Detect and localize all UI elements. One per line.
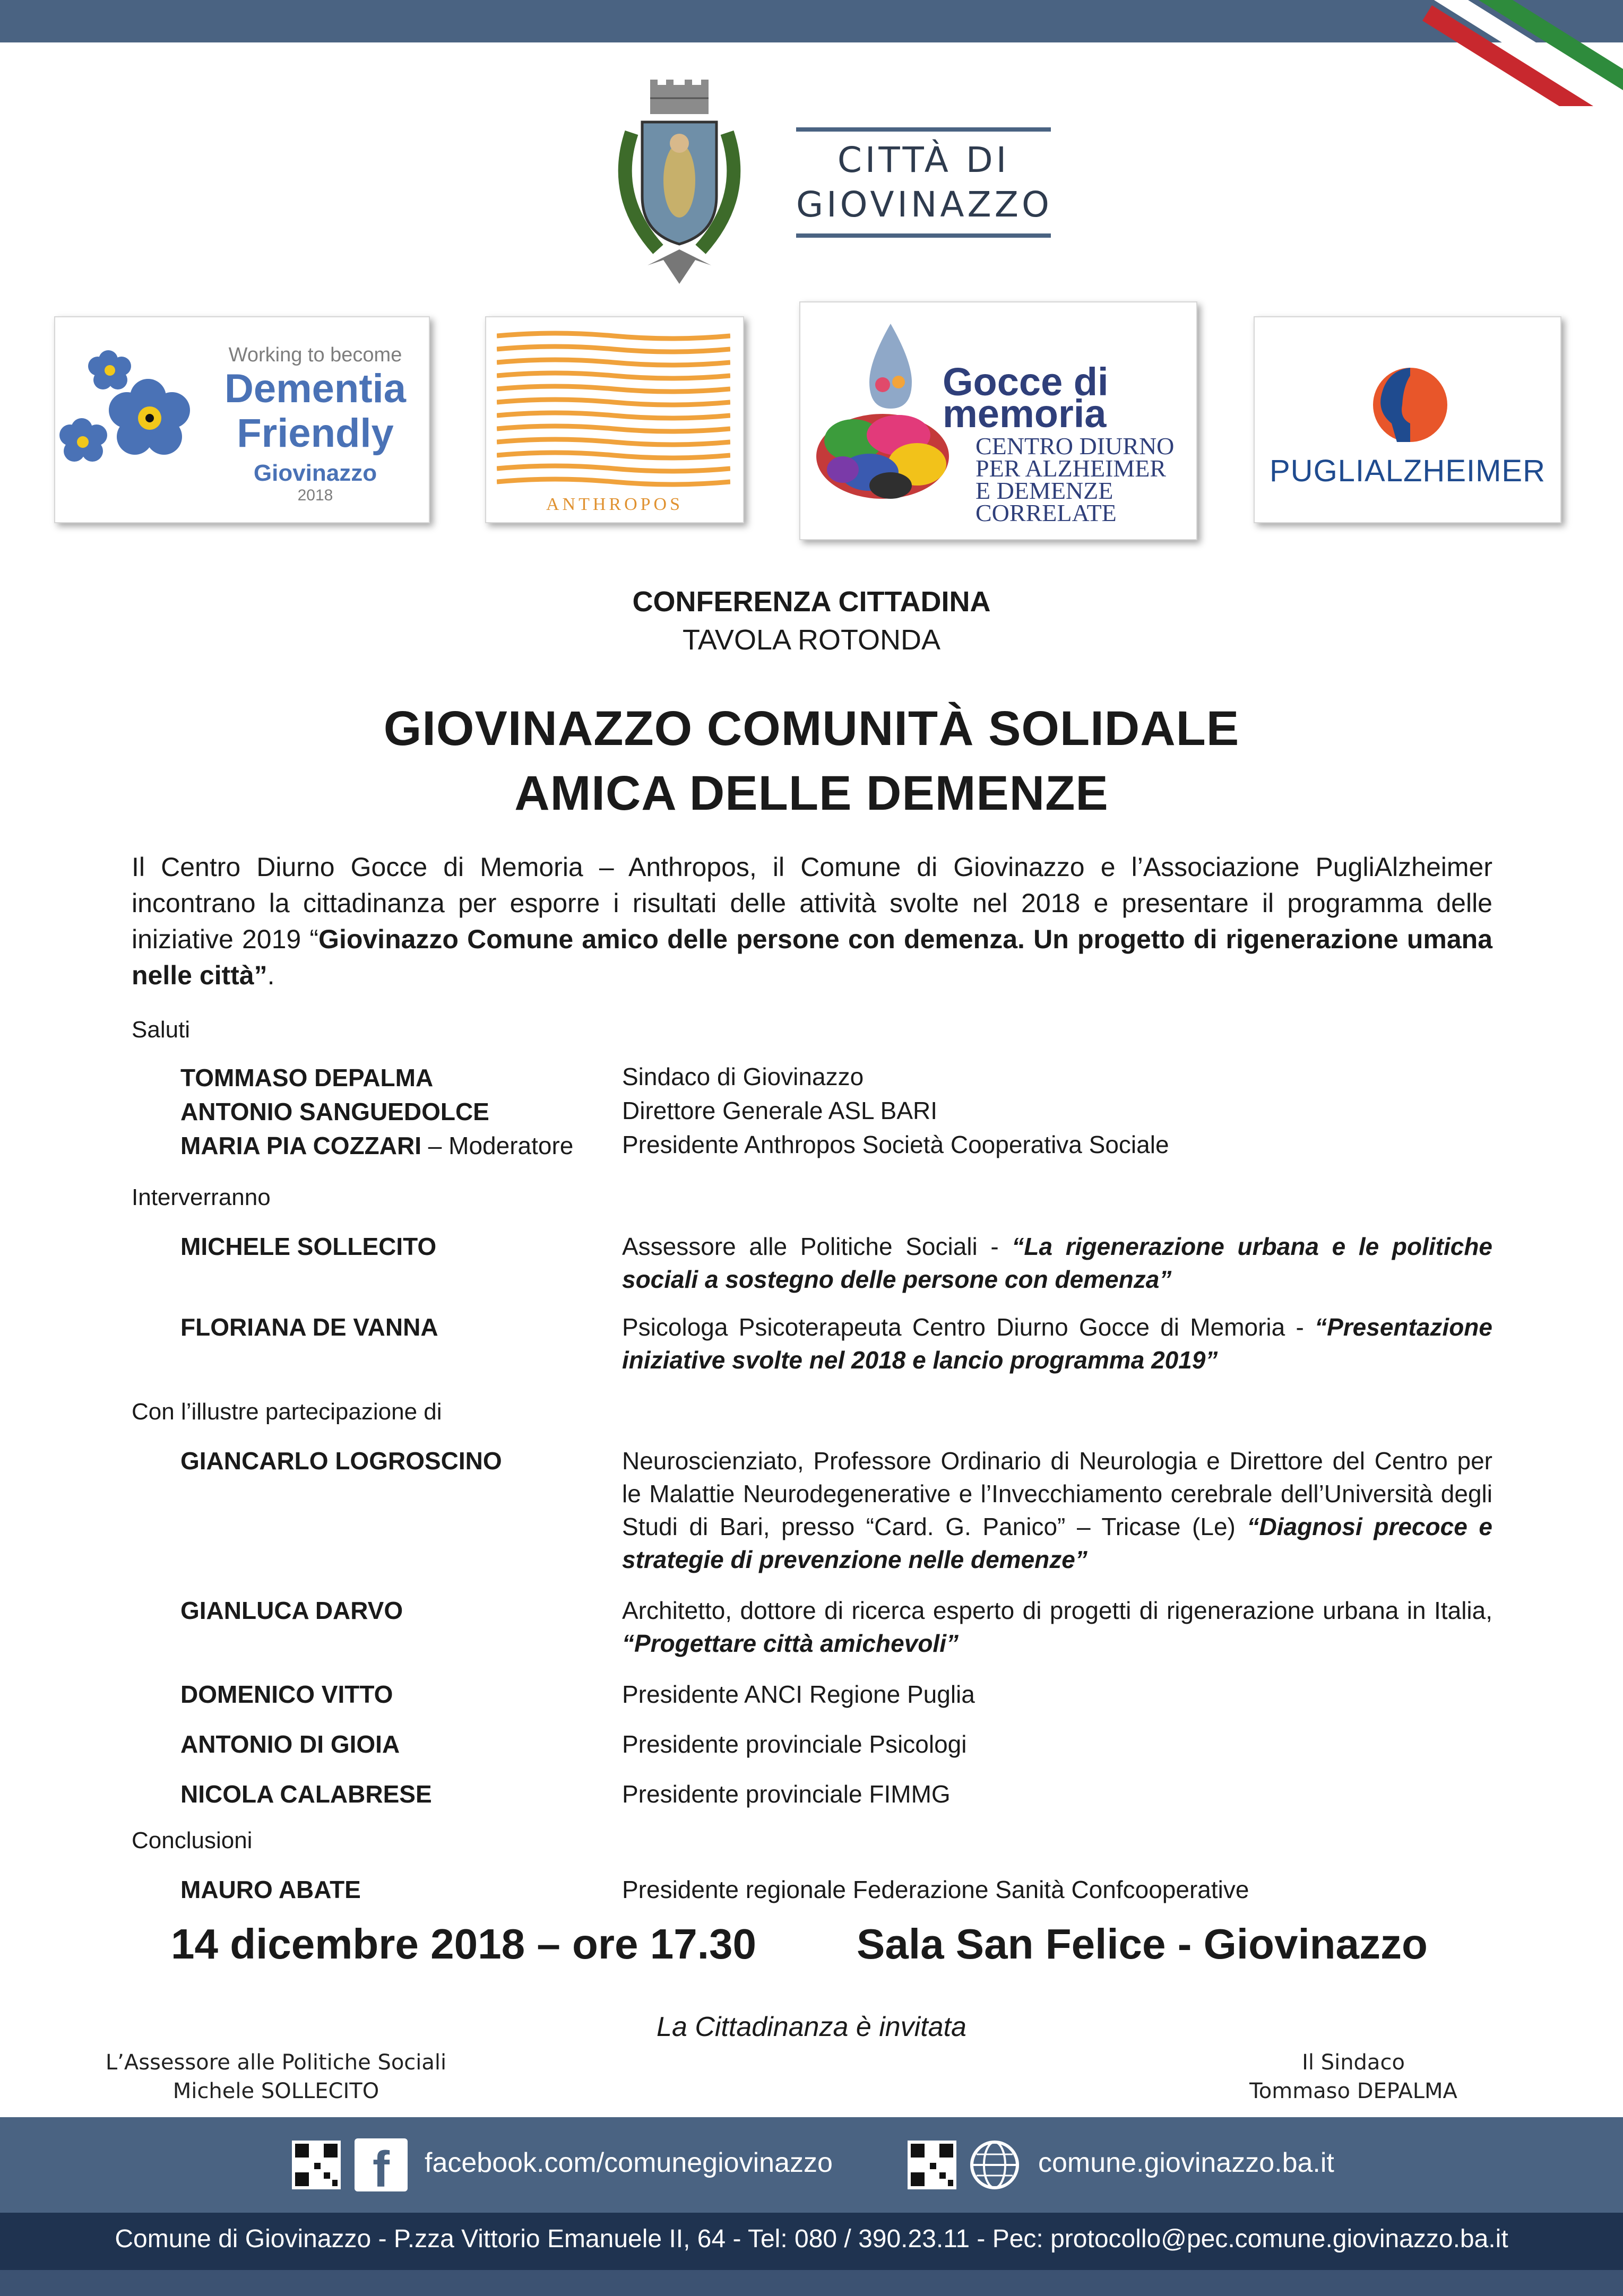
section-conclusioni: Conclusioni [132,1827,253,1853]
speaker-name: GIANLUCA DARVO [180,1597,403,1624]
speaker-role: Psicologa Psicoterapeuta Centro Diurno Gocce di Memoria - “Presentazione iniziative svolte nel 2018 e lancio programma 2019” [622,1313,1492,1374]
speaker-suffix: – Moderatore [421,1132,574,1159]
gocce-sub-1: CENTRO DIURNO [975,432,1175,460]
facebook-icon[interactable]: f [355,2138,408,2191]
speaker-role: Presidente regionale Federazione Sanità Confcooperative [622,1876,1249,1903]
speaker-role: Presidente ANCI Regione Puglia [622,1680,975,1708]
globe-icon [969,2139,1020,2190]
signature-name: Michele SOLLECITO [172,2079,379,2103]
divider [796,233,1051,238]
event-title-line1: GIOVINAZZO COMUNITÀ SOLIDALE [383,701,1240,756]
facebook-link[interactable]: facebook.com/comunegiovinazzo [425,2147,833,2178]
signature-assessore [80,2048,472,2106]
talk-title: “Diagnosi precoce e strategie di prevenzione nelle demenze” [622,1513,1492,1573]
speaker-name: MARIA PIA COZZARI [180,1132,422,1159]
intro-text: Il Centro Diurno Gocce di Memoria – Anthropos, il Comune di Giovinazzo e l’Associazione PugliAlzheimer incontrano la cittadinanza per esporre i risultati delle attività svolte nel 2018 e presentare il programma delle iniziative 2019 “ [132,852,1492,954]
talk-title: “Progettare città amichevoli” [622,1630,959,1657]
speaker-role: Neuroscienziato, Professore Ordinario di Neurologia e Direttore del Centro per le Malattie Neurodegenerative e l’Invecchiamento cerebrale dell’Università degli Studi di Bari, presso “Card. G. Panico” – Tricase (Le) “Diagnosi precoce e strategie di prevenzione nelle demenze” [622,1447,1492,1573]
gocce-sub-4: CORRELATE [975,499,1117,526]
footer-contact-band [0,2213,1623,2270]
event-date-time: 14 dicembre 2018 – ore 17.30 [171,1920,756,1968]
footer-bottom-stripe [0,2270,1623,2296]
dementia-logo-year: 2018 [297,487,333,504]
signature-title: L’Assessore alle Politiche Sociali [105,2050,447,2075]
puglialzheimer-name: PUGLIALZHEIMER [1270,454,1546,488]
gocce-di-memoria-logo [799,301,1197,540]
dementia-logo-word2: Friendly [237,411,394,456]
brain-drop-icon [811,318,954,509]
invitation-note: La Cittadinanza è invitata [657,2012,966,2042]
event-kicker: CONFERENZA CITTADINA [632,586,991,618]
qr-code-icon [292,2141,341,2189]
city-name-block [796,127,1051,244]
qr-code-icon [908,2141,956,2189]
speaker-role: Direttore Generale ASL BARI [622,1097,938,1124]
footer-address: Comune di Giovinazzo - P.zza Vittorio Emanuele II, 64 - Tel: 080 / 390.23.11 - Pec: protocollo@pec.comune.giovinazzo.ba.it [115,2225,1508,2253]
anthropos-name: ANTHROPOS [546,495,684,514]
speaker-name: MICHELE SOLLECITO [180,1233,437,1260]
speaker-role: Presidente provinciale Psicologi [622,1730,967,1758]
intro-project-title: Giovinazzo Comune amico delle persone con demenza. Un progetto di rigenerazione umana nelle città” [132,924,1492,990]
talk-title: “Presentazione iniziative svolte nel 2018 e lancio programma 2019” [622,1313,1492,1374]
event-subkicker: TAVOLA ROTONDA [682,624,941,656]
signature-name: Tommaso DEPALMA [1249,2079,1457,2103]
dementia-logo-word1: Dementia [224,366,407,411]
speaker-name: ANTONIO DI GIOIA [180,1730,400,1758]
gocce-title-2: memoria [943,392,1107,436]
signature-sindaco [1189,2048,1518,2106]
speaker-name: GIANCARLO LOGROSCINO [180,1447,502,1475]
city-line-1: CITTÀ DI [837,140,1010,180]
city-crest-emblem [600,74,759,297]
speaker-name: TOMMASO DEPALMA [180,1064,434,1091]
city-line-2: GIOVINAZZO [796,184,1052,225]
speaker-name: ANTONIO SANGUEDOLCE [180,1098,489,1125]
speaker-role: Architetto, dottore di ricerca esperto di progetti di rigenerazione urbana in Italia, “Progettare città amichevoli” [622,1597,1492,1657]
top-band [0,0,1623,42]
dementia-logo-city: Giovinazzo [253,460,377,486]
forget-me-not-flower-icon [55,333,209,492]
speaker-name: MAURO ABATE [180,1876,361,1903]
gocce-sub-2: PER ALZHEIMER [975,455,1167,482]
section-partecipazione: Con l’illustre partecipazione di [132,1399,442,1425]
intro-end: . [267,960,275,990]
event-introduction [132,849,1492,993]
dementia-friendly-logo [54,316,430,523]
speaker-name: NICOLA CALABRESE [180,1780,432,1808]
gocce-title-1: Gocce di [943,360,1109,404]
head-profile-icon [1370,365,1450,445]
section-saluti: Saluti [132,1017,191,1043]
anthropos-logo [485,316,744,523]
divider [796,127,1051,132]
signature-title: Il Sindaco [1302,2050,1405,2075]
talk-title: “La rigenerazione urbana e le politiche sociali a sostegno delle persone con demenza” [622,1233,1492,1293]
speaker-role: Assessore alle Politiche Sociali - “La rigenerazione urbana e le politiche sociali a sostegno delle persone con demenza” [622,1233,1492,1293]
speaker-name: FLORIANA DE VANNA [180,1313,438,1341]
gocce-sub-3: E DEMENZE [975,477,1113,504]
speaker-role: Sindaco di Giovinazzo [622,1063,864,1090]
speaker-role: Presidente Anthropos Società Cooperativa Sociale [622,1131,1169,1158]
event-title-line2: AMICA DELLE DEMENZE [514,766,1109,820]
puglialzheimer-logo [1254,316,1561,523]
website-link[interactable]: comune.giovinazzo.ba.it [1038,2147,1334,2178]
dementia-logo-tagline: Working to become [228,344,402,366]
footer-social-band [0,2117,1623,2213]
speaker-name: DOMENICO VITTO [180,1680,393,1708]
event-venue: Sala San Felice - Giovinazzo [857,1920,1428,1968]
anthropos-pattern [497,328,730,487]
speaker-name-moderator [180,1131,573,1160]
section-interverranno: Interverranno [132,1184,271,1210]
italian-flag-ribbon [1421,0,1623,106]
speaker-role: Presidente provinciale FIMMG [622,1780,951,1808]
